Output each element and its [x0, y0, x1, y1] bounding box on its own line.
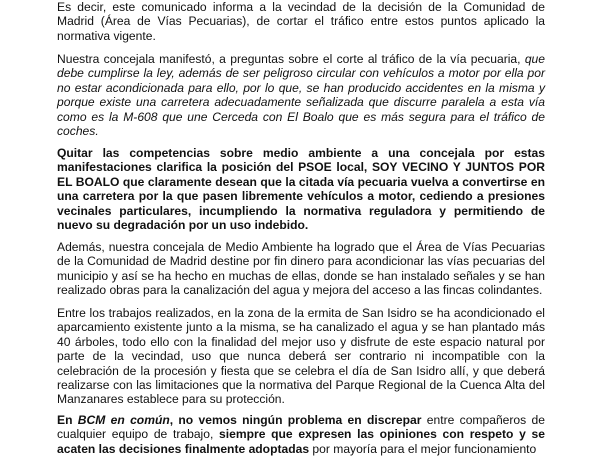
statement-intro: Nuestra concejala manifestó, a preguntas sobre el corte al tráfico de la vía pecuaria, — [57, 52, 525, 66]
bcm-lead: En — [57, 413, 78, 427]
paragraph-concejala-statement — [57, 52, 545, 138]
bcm-companeros: entre compañeros de cualquier equipo de trabajo, — [57, 413, 545, 442]
paragraph-trabajos-san-isidro: Entre los trabajos realizados, en la zona de la ermita de San Isidro se ha acondicionado el aparcamiento existente junto a la misma, se ha canalizado el agua y se han plantado más 40 árboles, todo ello con la finalidad del mejor uso y disfrute de este espacio natural por parte de la vecindad, uso que nunca deberá ser contrario ni incompatible con la celebración de la procesión y fiesta que se celebra el día de San Isidro allí, y que deberá realizarse con las limitaciones que la normativa del Parque Regional de la Cuenca Alta del Manzanares establece para su protección. — [57, 306, 545, 407]
bcm-name: BCM en común — [77, 413, 170, 427]
statement-quote: que debe cumplirse la ley, además de ser peligroso circular con vehículos a motor por ella por no estar acondicionada para ello, por lo que, se han producido accidentes en la misma y porque existe una carretera adecuadamente señalizada que discurre paralela a esta vía como es la M-608 que une Cerceda con El Boalo que es más segura para el tráfico de coches. — [57, 52, 545, 139]
paragraph-decision: Es decir, este comunicado informa a la vecindad de la decisión de la Comunidad de Madrid (Área de Vías Pecuarias), de cortar el tráfico entre estos puntos aplicado la normativa vigente. — [57, 0, 545, 43]
bcm-respeto: siempre que expresen las opiniones con respeto y se acaten las decisiones finalmente adoptadas — [57, 427, 545, 456]
paragraph-vias-pecuarias-funding: Además, nuestra concejala de Medio Ambiente ha logrado que el Área de Vías Pecuarias de la Comunidad de Madrid destine por fin dinero para acondicionar las vías pecuarias del municipio y así se ha hecho en muchas de ellas, donde se han instalado señales y se han realizado obras para la canalización del agua y mejora del acceso a las fincas colindantes. — [57, 240, 545, 298]
paragraph-bcm-en-comun — [57, 413, 545, 456]
bcm-discrepar: , no vemos ningún problema en discrepar — [169, 413, 422, 427]
paragraph-competencias: Quitar las competencias sobre medio ambiente a una concejala por estas manifestaciones clarifica la posición del PSOE local, SOY VECINO Y JUNTOS POR EL BOALO que claramente desean que la citada vía pecuaria vuelva a convertirse en una carretera por la que pasen libremente vehículos a motor, cediendo a presiones vecinales particulares, incumpliendo la normativa reguladora y permitiendo de nuevo su degradación por un uso indebido. — [57, 146, 545, 233]
bcm-mayoria: por mayoría para el mejor funcionamiento — [309, 441, 537, 456]
